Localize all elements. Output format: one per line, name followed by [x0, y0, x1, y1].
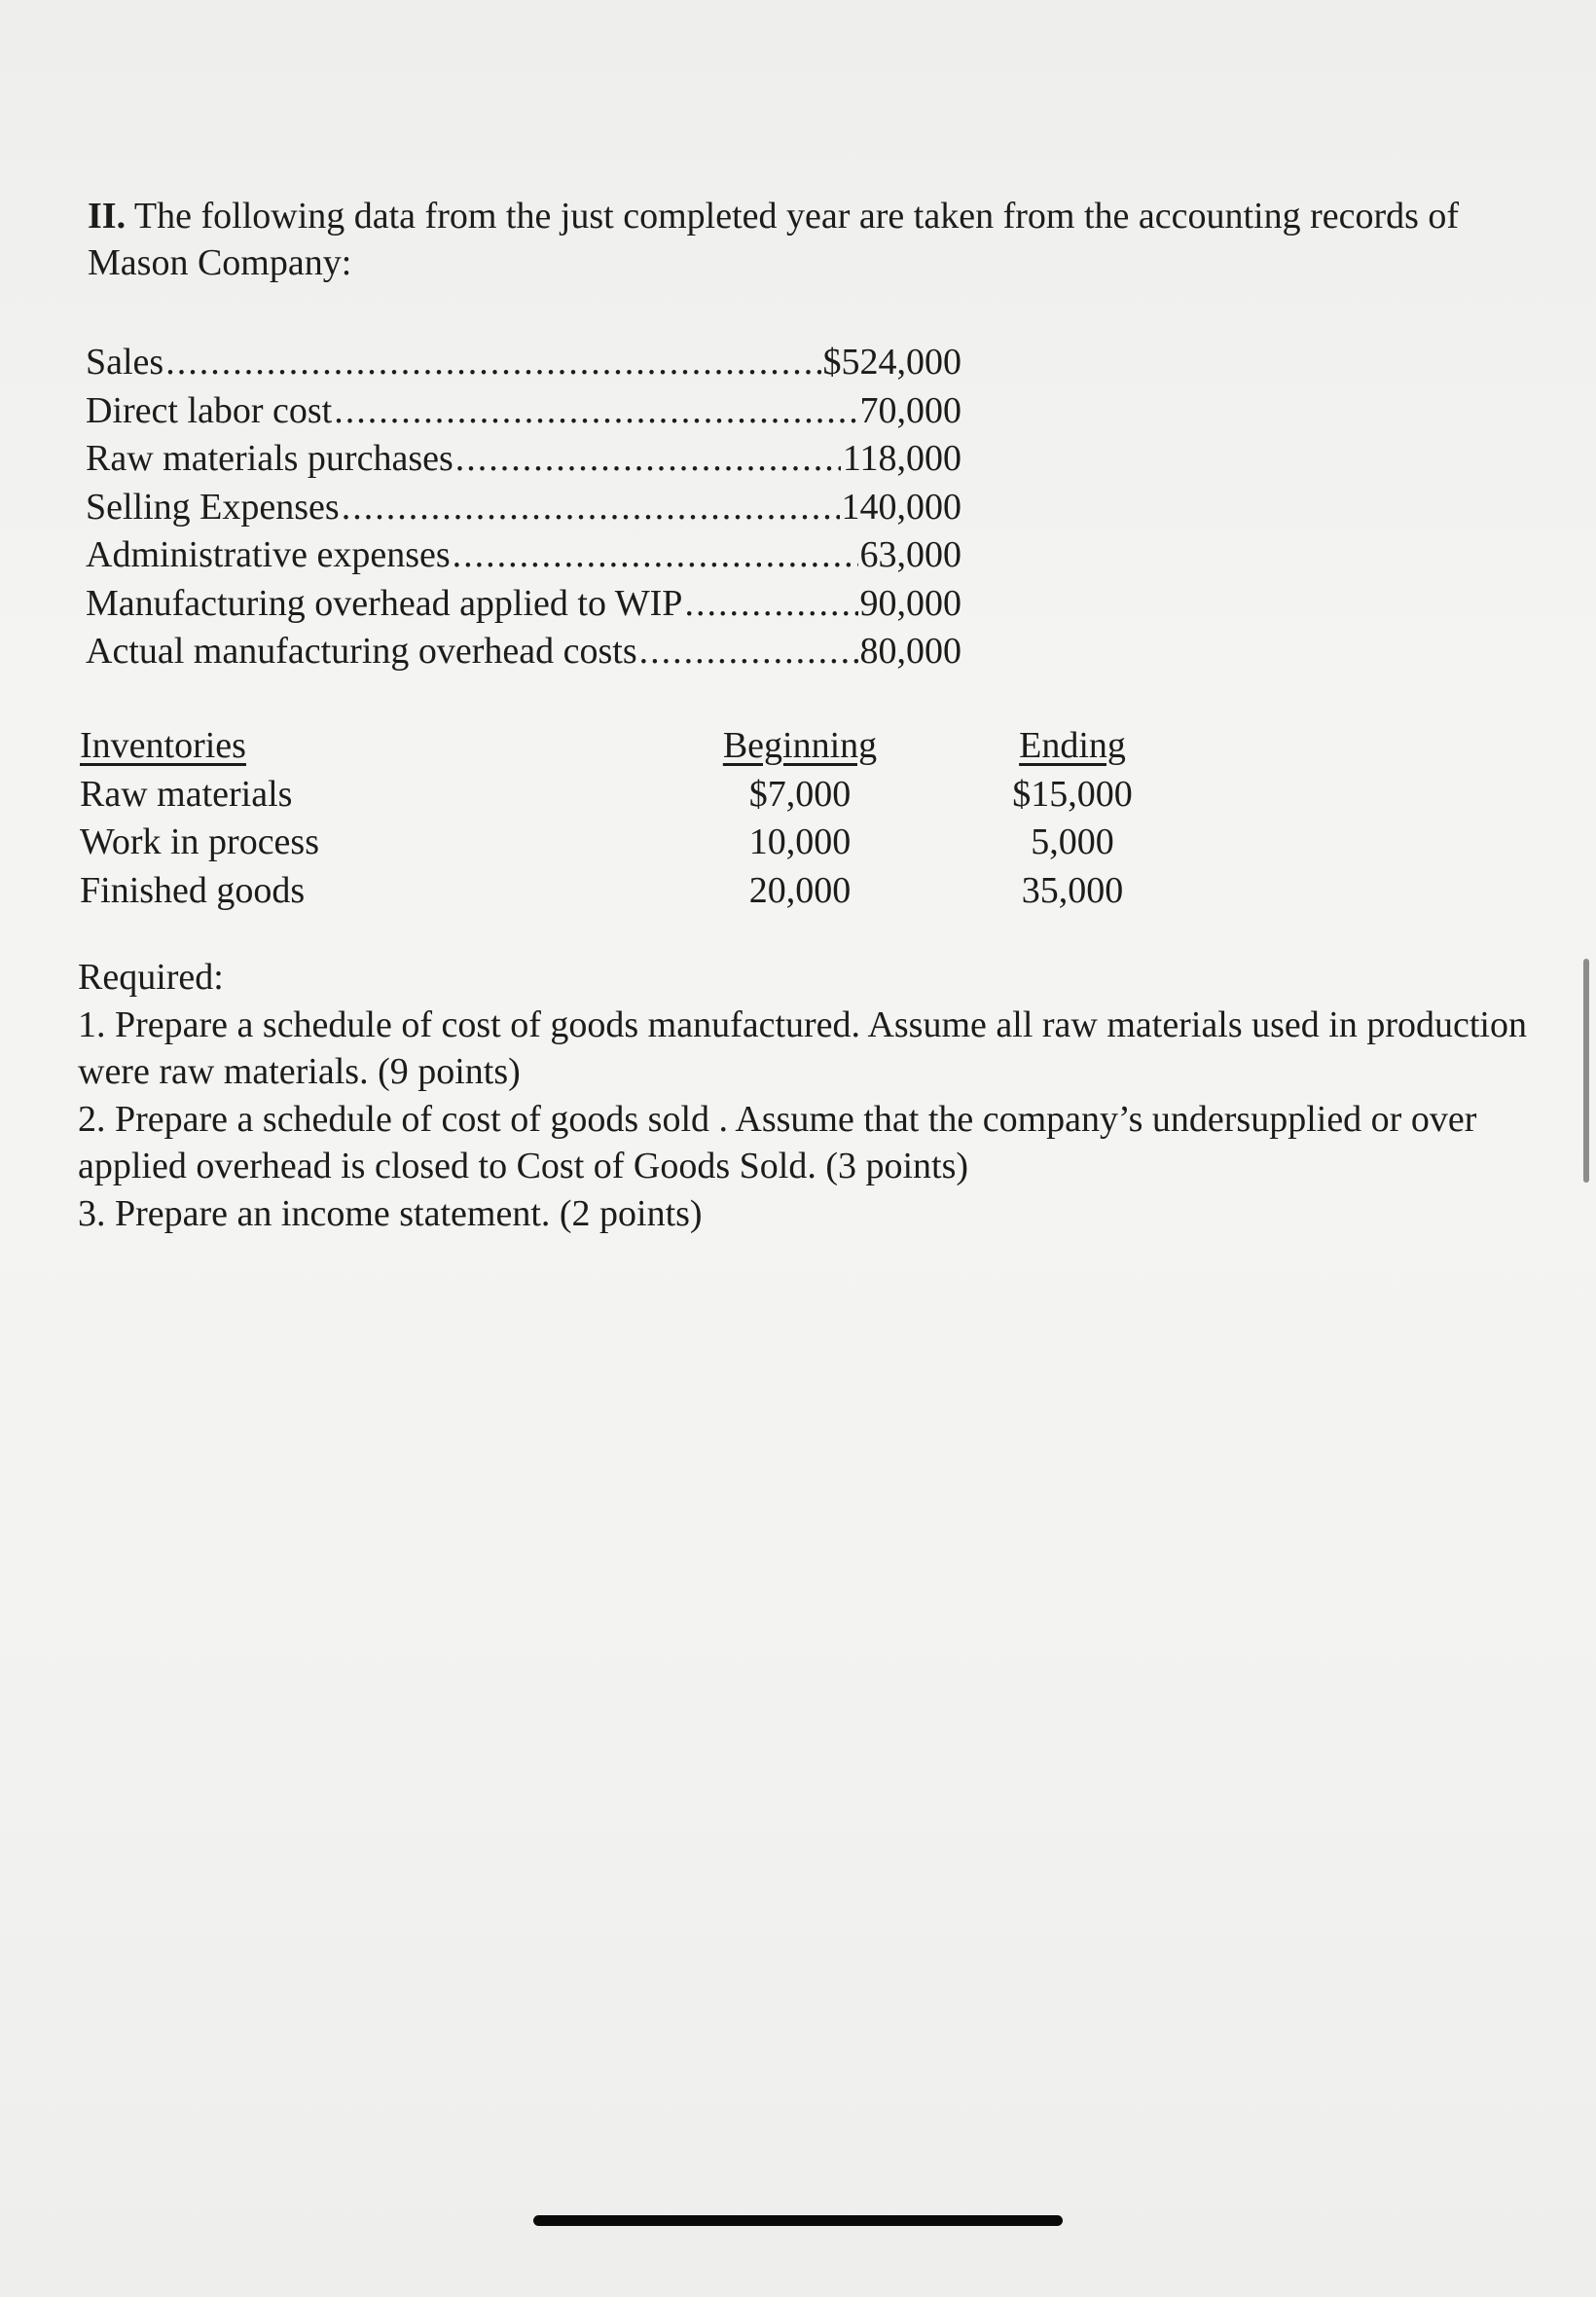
inventory-name: Finished goods — [80, 869, 306, 911]
ledger-value: 70,000 — [859, 389, 961, 431]
ledger-label: Raw materials purchases — [86, 438, 453, 479]
ledger-label: Direct labor cost — [86, 389, 333, 431]
problem-intro-text: The following data from the just completed year are taken from the accounting records of Mason Company: — [88, 196, 1460, 283]
required-item: 2. Prepare a schedule of cost of goods sold . Assume that the company’s undersupplied or over applied overhead is closed to Cost of Goods Sold. (3 points) — [78, 1098, 1477, 1186]
inventories-table — [80, 722, 1150, 917]
dot-leader — [165, 339, 820, 386]
inventories-header: Inventories — [80, 725, 246, 766]
account-ledger — [86, 339, 961, 676]
required-item: 3. Prepare an income statement. (2 points) — [78, 1192, 703, 1234]
ledger-value: $524,000 — [822, 342, 961, 383]
ledger-label: Sales — [86, 342, 164, 383]
ledger-label: Selling Expenses — [86, 486, 340, 528]
ending-value: $15,000 — [1012, 773, 1133, 815]
ledger-label: Actual manufacturing overhead costs — [86, 631, 637, 672]
ledger-row — [86, 387, 961, 436]
ledger-row — [86, 580, 961, 629]
ledger-value: 118,000 — [842, 438, 961, 479]
ledger-row — [86, 435, 961, 484]
required-section — [78, 954, 1538, 1237]
dot-leader — [684, 580, 857, 628]
ending-value: 5,000 — [1031, 821, 1114, 862]
beginning-value: $7,000 — [748, 773, 852, 815]
dot-leader — [453, 531, 858, 579]
inventory-name: Work in process — [80, 821, 319, 862]
ledger-value: 80,000 — [859, 631, 961, 672]
required-item: 1. Prepare a schedule of cost of goods manufactured. Assume all raw materials used in production were raw materials. (9 points) — [78, 1003, 1527, 1092]
ledger-row — [86, 484, 961, 532]
scrollbar[interactable] — [1583, 959, 1589, 1183]
dot-leader — [342, 484, 840, 531]
beginning-value: 20,000 — [748, 869, 852, 911]
ledger-value: 90,000 — [859, 582, 961, 624]
ending-header: Ending — [1019, 725, 1126, 766]
ledger-label: Manufacturing overhead applied to WIP — [86, 582, 683, 624]
dot-leader — [455, 435, 841, 483]
inventory-names-column — [80, 722, 319, 915]
beginning-value: 10,000 — [748, 821, 852, 862]
beginning-header: Beginning — [722, 725, 878, 766]
ledger-row — [86, 531, 961, 580]
ledger-value: 63,000 — [859, 534, 961, 575]
ledger-row — [86, 339, 961, 387]
problem-intro — [88, 193, 1528, 286]
dot-leader — [334, 387, 857, 435]
beginning-column — [703, 722, 897, 915]
dot-leader — [639, 628, 858, 675]
ledger-value: 140,000 — [841, 486, 961, 528]
home-indicator[interactable] — [533, 2215, 1063, 2226]
ledger-row — [86, 628, 961, 676]
ending-column — [975, 722, 1170, 915]
problem-number: II. — [88, 196, 127, 237]
ending-value: 35,000 — [1021, 869, 1124, 911]
ledger-label: Administrative expenses — [86, 534, 451, 575]
inventory-name: Raw materials — [80, 773, 293, 815]
required-heading: Required: — [78, 957, 224, 998]
